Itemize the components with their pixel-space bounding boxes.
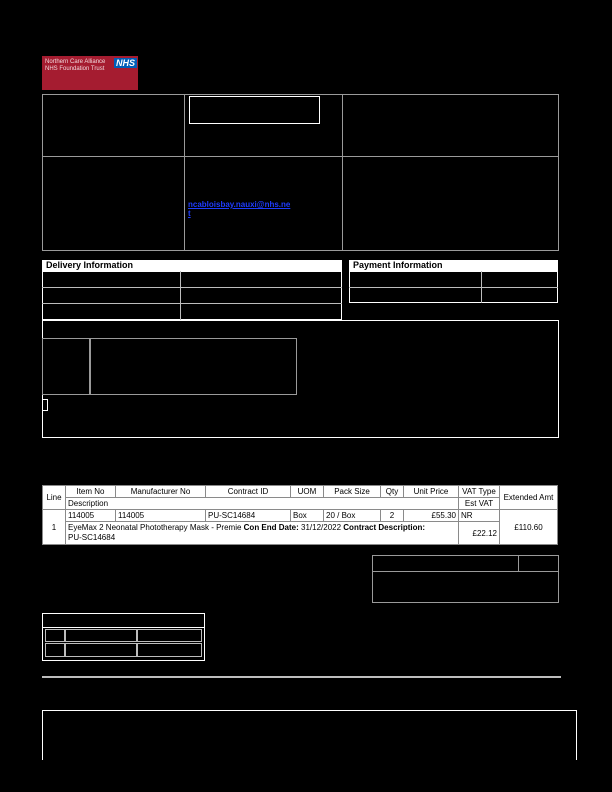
- delivery-info-title: Delivery Information: [42, 260, 342, 271]
- table-row-description: [43, 522, 558, 545]
- row-description: [66, 522, 459, 545]
- totals-box: [372, 555, 559, 603]
- payment-info-title: Payment Information: [349, 260, 558, 271]
- col-header-vat-type: VAT Type: [459, 486, 500, 498]
- footer-terms-box: [42, 710, 577, 760]
- table-header-row-1: [43, 486, 558, 498]
- grid-vline-1: [184, 94, 185, 251]
- totals-row-line: [372, 571, 559, 572]
- row-extended-amt: £110.60: [500, 510, 558, 545]
- summary-row-line: [43, 627, 204, 628]
- col-header-unit-price: Unit Price: [404, 486, 459, 498]
- grid-hline: [42, 156, 559, 157]
- delivery-col-line: [180, 271, 181, 320]
- col-header-item-no: Item No: [66, 486, 116, 498]
- notes-label-cell: [42, 338, 90, 395]
- contact-email-link[interactable]: ncabloisbay.nauxi@nhs.ne t: [188, 200, 291, 218]
- po-number-box: [189, 96, 320, 124]
- trust-logo-text: Northern Care Alliance NHS Foundation Trust: [45, 59, 106, 72]
- row-manufacturer-no: 114005: [116, 510, 206, 522]
- table-row: [43, 510, 558, 522]
- col-header-extended-amt: Extended Amt: [500, 486, 558, 510]
- row-description-text: EyeMax 2 Neonatal Phototherapy Mask - Premie: [68, 523, 242, 532]
- summary-cell: [45, 629, 65, 642]
- con-end-value: 31/12/2022: [301, 523, 342, 532]
- payment-col-line: [481, 271, 482, 303]
- summary-cell: [65, 643, 137, 657]
- row-qty: 2: [381, 510, 404, 522]
- grid-vline-2: [342, 94, 343, 251]
- notes-checkbox[interactable]: [42, 399, 48, 411]
- order-items-table: [42, 485, 558, 545]
- summary-cell: [65, 629, 137, 642]
- summary-cell: [45, 643, 65, 657]
- col-header-contract-id: Contract ID: [206, 486, 291, 498]
- row-contract-id: PU-SC14684: [206, 510, 291, 522]
- payment-row-line: [349, 287, 558, 288]
- row-pack-size: 20 / Box: [324, 510, 381, 522]
- totals-col-line: [518, 555, 519, 571]
- contract-desc-label: Contract Description:: [343, 523, 426, 532]
- con-end-label: Con End Date:: [243, 523, 299, 532]
- summary-cell: [137, 629, 202, 642]
- col-header-description: Description: [66, 498, 459, 510]
- row-line-number: 1: [43, 510, 66, 545]
- delivery-info-table: [42, 271, 342, 320]
- table-header-row-2: [43, 498, 558, 510]
- col-header-line: Line: [43, 486, 66, 510]
- trust-logo: [42, 56, 138, 90]
- delivery-row-line: [42, 287, 342, 288]
- nhs-logo-badge: NHS: [115, 58, 135, 68]
- col-header-pack-size: Pack Size: [324, 486, 381, 498]
- notes-value-cell: [90, 338, 297, 395]
- footer-divider: [42, 676, 561, 678]
- col-header-qty: Qty: [381, 486, 404, 498]
- row-unit-price: £55.30: [404, 510, 459, 522]
- col-header-uom: UOM: [291, 486, 324, 498]
- summary-cell: [137, 643, 202, 657]
- row-vat-type: NR: [459, 510, 500, 522]
- delivery-row-line: [42, 303, 342, 304]
- row-uom: Box: [291, 510, 324, 522]
- col-header-manufacturer-no: Manufacturer No: [116, 486, 206, 498]
- col-header-est-vat: Est VAT: [459, 498, 500, 510]
- row-est-vat: £22.12: [459, 522, 500, 545]
- contract-desc-value: PU-SC14684: [68, 533, 116, 542]
- row-item-no: 114005: [66, 510, 116, 522]
